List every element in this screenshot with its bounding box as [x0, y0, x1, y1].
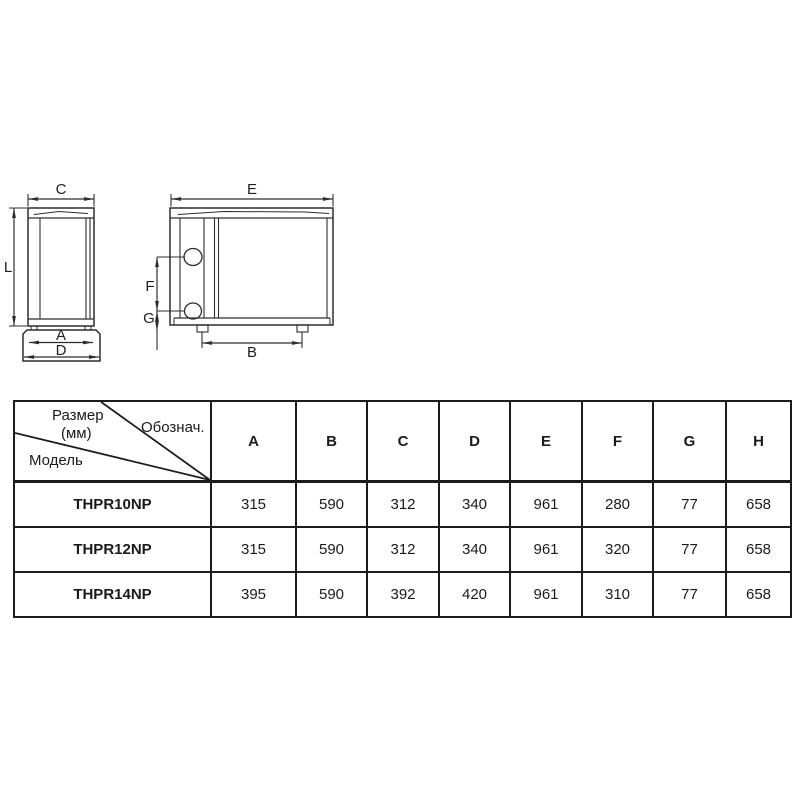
dim-label-a: A [55, 327, 67, 344]
value-cell: 590 [296, 482, 367, 527]
value-cell: 658 [726, 527, 791, 572]
table-row [14, 572, 791, 617]
dim-label-d: D [55, 342, 67, 359]
value-cell: 77 [653, 482, 726, 527]
front-view [157, 194, 333, 350]
value-cell: 315 [211, 482, 296, 527]
value-cell: 395 [211, 572, 296, 617]
corner-designation-label: Обознач. [141, 419, 205, 436]
value-cell: 310 [582, 572, 653, 617]
column-header-e: E [510, 401, 582, 482]
table-row [14, 527, 791, 572]
dim-label-f: F [145, 278, 155, 295]
value-cell: 340 [439, 527, 510, 572]
value-cell: 961 [510, 482, 582, 527]
value-cell: 312 [367, 527, 439, 572]
column-header-d: D [439, 401, 510, 482]
dimensions-table [13, 400, 792, 618]
value-cell: 77 [653, 572, 726, 617]
value-cell: 590 [296, 572, 367, 617]
model-name: THPR14NP [14, 572, 211, 617]
side-view [9, 194, 100, 361]
value-cell: 315 [211, 527, 296, 572]
corner-size-label: Размер [52, 407, 104, 424]
column-header-f: F [582, 401, 653, 482]
model-name: THPR12NP [14, 527, 211, 572]
header-row [14, 401, 791, 482]
corner-unit-label: (мм) [61, 425, 92, 442]
corner-header-cell [14, 401, 211, 482]
dim-label-e: E [246, 181, 258, 198]
column-header-g: G [653, 401, 726, 482]
value-cell: 658 [726, 572, 791, 617]
dim-label-c: C [55, 181, 67, 198]
column-header-b: B [296, 401, 367, 482]
pipe-connection-top [184, 249, 202, 266]
dim-label-b: B [246, 344, 258, 361]
value-cell: 961 [510, 572, 582, 617]
dim-label-l: L [3, 259, 13, 276]
pipe-connection-bottom [185, 303, 202, 319]
value-cell: 392 [367, 572, 439, 617]
value-cell: 280 [582, 482, 653, 527]
value-cell: 590 [296, 527, 367, 572]
model-name: THPR10NP [14, 482, 211, 527]
value-cell: 420 [439, 572, 510, 617]
value-cell: 340 [439, 482, 510, 527]
value-cell: 658 [726, 482, 791, 527]
column-header-c: C [367, 401, 439, 482]
corner-model-label: Модель [29, 452, 83, 469]
value-cell: 77 [653, 527, 726, 572]
value-cell: 320 [582, 527, 653, 572]
value-cell: 961 [510, 527, 582, 572]
value-cell: 312 [367, 482, 439, 527]
column-header-a: A [211, 401, 296, 482]
dim-label-g: G [143, 310, 155, 327]
column-header-h: H [726, 401, 791, 482]
table-row [14, 482, 791, 527]
